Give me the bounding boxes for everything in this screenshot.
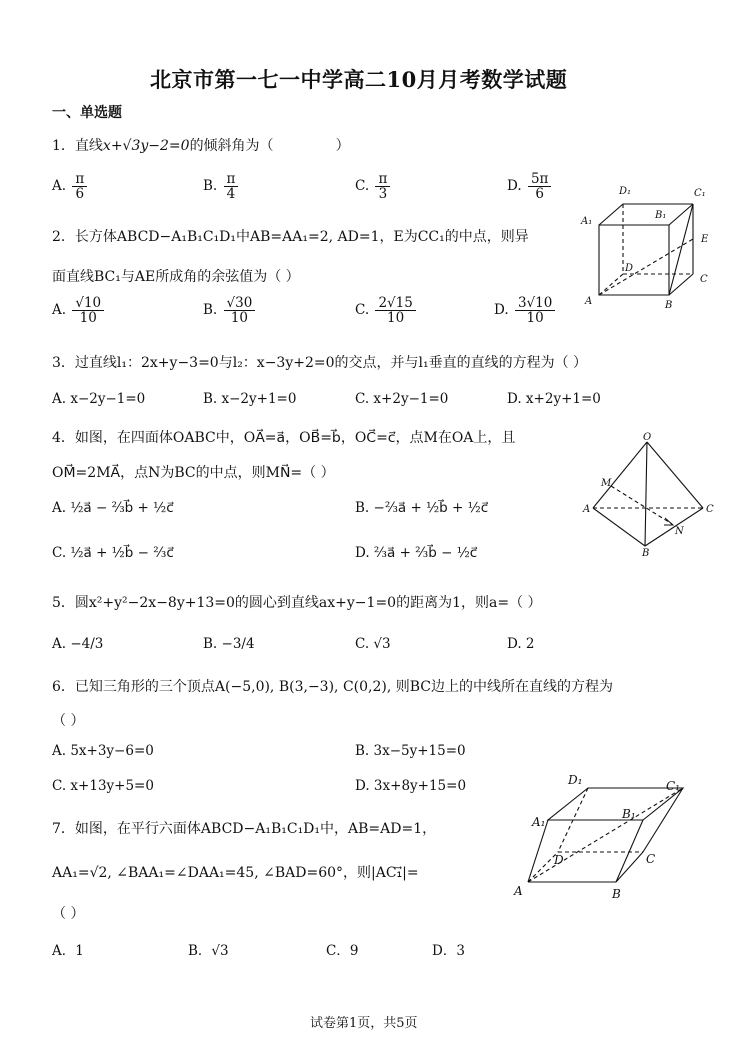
option-label: D. [494,302,509,319]
label-c: C [646,852,656,866]
label-b1: B₁ [622,807,636,821]
question-3-stem: 3．过直线l₁：2x+y−3=0与l₂：x−3y+2=0的交点，并与l₁垂直的直线的方程为（ ） [52,355,588,371]
cuboid-front-face [599,225,669,295]
option-label: C. [355,178,370,195]
cuboid-figure [575,180,715,315]
q3-option-a[interactable]: A. x−2y−1=0 [52,391,146,407]
label-b: B [665,300,673,311]
option-label: B. [203,178,218,195]
q1-option-d[interactable] [507,172,553,201]
question-7-line3: （ ） [52,906,85,922]
q1-option-b[interactable] [203,172,240,201]
label-a: A [585,296,593,307]
q4-option-b[interactable]: B. −⅔a⃗ + ½b⃗ + ½c⃗ [355,500,489,516]
diagonal-ac1 [528,788,683,882]
label-o: O [643,432,652,443]
q6-option-b[interactable]: B. 3x−5y+15=0 [355,743,466,759]
frac-den: 10 [230,310,248,327]
frac-num: 5π [528,172,551,187]
option-label: A. [52,178,67,195]
q7-option-d[interactable]: D．3 [432,943,465,959]
option-label: C. [355,302,370,319]
frac-num: √30 [224,296,256,311]
q3-option-b[interactable]: B. x−2y+1=0 [203,391,297,407]
label-d1: D₁ [568,773,583,787]
frac-den: 3 [378,186,388,203]
option-label: A. [52,302,67,319]
question-2-line1: 2．长方体ABCD−A₁B₁C₁D₁中AB=AA₁=2, AD=1，E为CC₁的中点，则异 [52,229,529,245]
q2-option-c[interactable] [355,296,418,325]
q7-option-b[interactable]: B．√3 [188,943,229,959]
question-1-stem [52,135,350,155]
q3-option-c[interactable]: C. x+2y−1=0 [355,391,449,407]
frac-num: π [72,172,87,187]
q5-option-c[interactable]: C. √3 [355,636,391,652]
top-face [548,788,683,820]
frac-num: π [375,172,390,187]
q5-option-d[interactable]: D. 2 [507,636,535,652]
question-7-line2: AA₁=√2, ∠BAA₁=∠DAA₁=45, ∠BAD=60°，则|AC₁⃗|= [52,865,419,881]
frac-den: 6 [75,186,85,203]
label-e: E [701,234,709,245]
label-d: D [554,853,564,867]
question-5-stem: 5．圆x²+y²−2x−8y+13=0的圆心到直线ax+y−1=0的距离为1，则a=（ ） [52,595,542,611]
frac-num: 2√15 [375,296,415,311]
label-a: A [514,884,523,898]
frac-den: 10 [79,310,97,327]
label-c1: C₁ [694,188,706,199]
section-heading: 一、单选题 [52,105,122,121]
option-label: D. [507,178,522,195]
q1-stem-pre: 1．直线 [52,138,103,154]
tetrahedron-figure [575,430,725,560]
q1-option-a[interactable] [52,172,89,201]
question-2-line2: 面直线BC₁与AE所成角的余弦值为（ ） [52,269,300,285]
q6-option-d[interactable]: D. 3x+8y+15=0 [355,778,467,794]
q7-option-c[interactable]: C．9 [326,943,359,959]
q2-option-b[interactable] [203,296,257,325]
q1-expr: x+√3y−2=0 [102,138,190,154]
q3-option-d[interactable]: D. x+2y+1=0 [507,391,601,407]
page-title: 北京市第一七一中学高二10月月考数学试题 [150,67,568,92]
q2-option-d[interactable] [494,296,557,325]
frac-den: 6 [535,186,544,203]
q7-option-a[interactable]: A．1 [52,943,84,959]
frac-den: 4 [226,186,236,203]
q6-option-c[interactable]: C. x+13y+5=0 [52,778,154,794]
frac-num: √10 [72,296,104,311]
q2-option-a[interactable] [52,296,106,325]
q4-option-a[interactable]: A. ½a⃗ − ⅔b⃗ + ½c⃗ [52,500,174,516]
question-4-line2: OM⃗=2MA⃗，点N为BC的中点，则MN⃗=（ ） [52,465,335,481]
question-4-line1: 4．如图，在四面体OABC中，OA⃗=a⃗，OB⃗=b⃗，OC⃗=c⃗，点M在OA上，且 [52,430,516,446]
question-6-line1: 6．已知三角形的三个顶点A(−5,0), B(3,−3), C(0,2), 则BC边上的中线所在直线的方程为 [52,679,614,695]
q4-option-d[interactable]: D. ⅔a⃗ + ⅔b⃗ − ½c⃗ [355,545,478,561]
label-a: A [583,504,591,515]
vector-mn [611,486,672,524]
q6-option-a[interactable]: A. 5x+3y−6=0 [52,743,154,759]
q5-option-a[interactable]: A. −4/3 [52,636,104,652]
question-7-line1: 7．如图，在平行六面体ABCD−A₁B₁C₁D₁中，AB=AD=1， [52,821,437,837]
label-a1: A₁ [581,216,593,227]
label-n: N [675,526,684,537]
label-m: M [601,478,612,489]
frac-den: 10 [387,310,405,327]
frac-num: 3√10 [515,296,555,311]
q5-option-b[interactable]: B. −3/4 [203,636,255,652]
q1-option-c[interactable] [355,172,392,201]
label-b1: B₁ [655,210,667,221]
label-d1: D₁ [619,186,632,197]
label-d: D [625,263,634,274]
label-b: B [642,548,650,559]
frac-num: π [224,172,239,187]
label-a1: A₁ [532,815,546,829]
q1-close: ） [335,138,350,154]
question-6-line2: （ ） [52,713,85,729]
page-footer: 试卷第1页，共5页 [310,1016,418,1031]
label-c: C [700,274,708,285]
parallelepiped-figure [508,770,688,905]
label-b: B [612,887,621,901]
q4-option-c[interactable]: C. ½a⃗ + ½b⃗ − ⅔c⃗ [52,545,174,561]
segment-bc1 [669,204,693,295]
q1-stem-post: 的倾斜角为（ [189,138,274,154]
option-label: B. [203,302,218,319]
frac-den: 10 [526,310,544,327]
label-c1: C₁ [666,779,680,793]
label-c: C [706,504,714,515]
